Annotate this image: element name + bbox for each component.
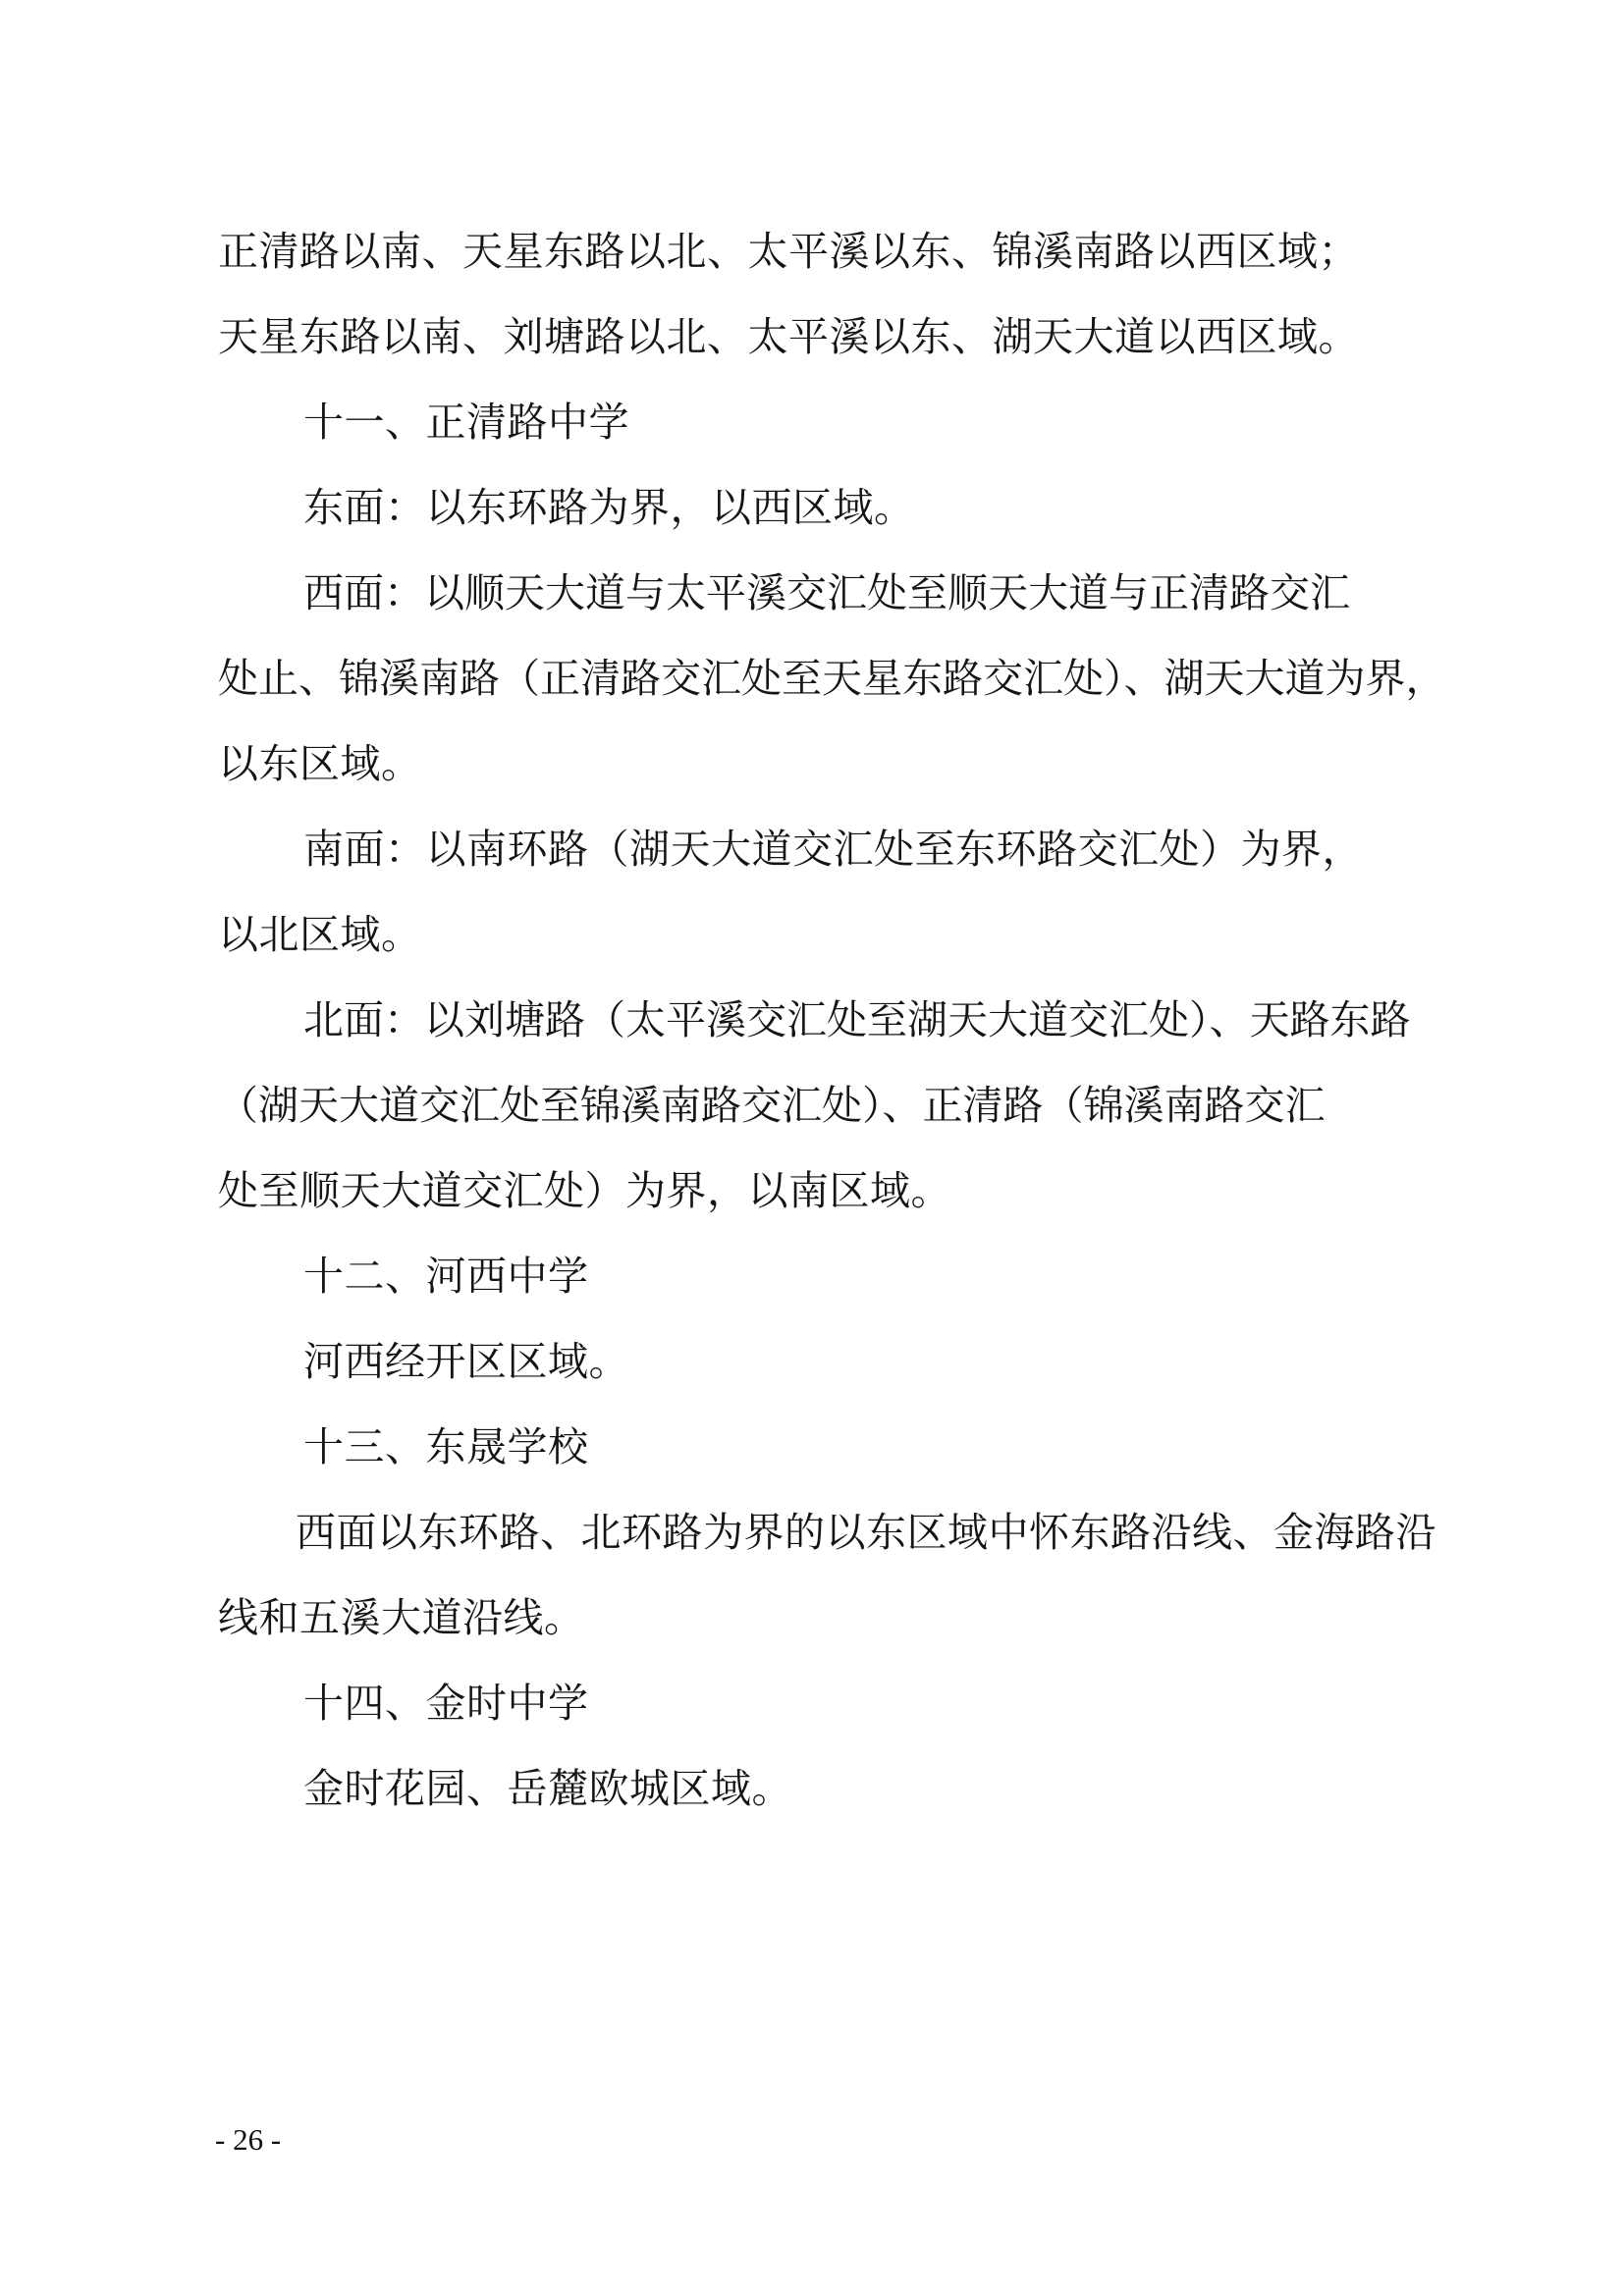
page-number: - 26 - bbox=[215, 2122, 282, 2157]
paragraph-line-north-2: （湖天大道交汇处至锦溪南路交汇处）、正清路（锦溪南路交汇 bbox=[218, 1082, 1326, 1129]
paragraph-line-dongsheng-2: 线和五溪大道沿线。 bbox=[218, 1594, 585, 1641]
paragraph-line-north-1: 北面：以刘塘路（太平溪交汇处至湖天大道交汇处）、天路东路 bbox=[303, 996, 1411, 1043]
paragraph-line-dongsheng-1: 西面以东环路、北环路为界的以东区域中怀东路沿线、金海路沿 bbox=[296, 1509, 1436, 1556]
paragraph-line-south-2: 以北区域。 bbox=[218, 911, 422, 958]
paragraph-line-south-1: 南面：以南环路（湖天大道交汇处至东环路交汇处）为界， bbox=[303, 826, 1363, 873]
paragraph-line-hexi: 河西经开区区域。 bbox=[303, 1338, 629, 1385]
section-heading-11: 十一、正清路中学 bbox=[303, 399, 629, 446]
section-heading-14: 十四、金时中学 bbox=[303, 1680, 589, 1727]
paragraph-line-2: 天星东路以南、刘塘路以北、太平溪以东、湖天大道以西区域。 bbox=[218, 313, 1359, 360]
paragraph-line-east: 东面：以东环路为界，以西区域。 bbox=[303, 484, 915, 531]
paragraph-line-1: 正清路以南、天星东路以北、太平溪以东、锦溪南路以西区域； bbox=[218, 228, 1359, 275]
paragraph-line-west-2: 处止、锦溪南路（正清路交汇处至天星东路交汇处）、湖天大道为界， bbox=[218, 655, 1446, 702]
paragraph-line-west-1: 西面：以顺天大道与太平溪交汇处至顺天大道与正清路交汇 bbox=[303, 569, 1350, 616]
paragraph-line-north-3: 处至顺天大道交汇处）为界，以南区域。 bbox=[218, 1167, 951, 1214]
section-heading-13: 十三、东晟学校 bbox=[303, 1423, 589, 1470]
paragraph-line-jinshi: 金时花园、岳麓欧城区域。 bbox=[303, 1765, 792, 1812]
paragraph-line-west-3: 以东区域。 bbox=[218, 740, 422, 787]
section-heading-12: 十二、河西中学 bbox=[303, 1253, 589, 1300]
